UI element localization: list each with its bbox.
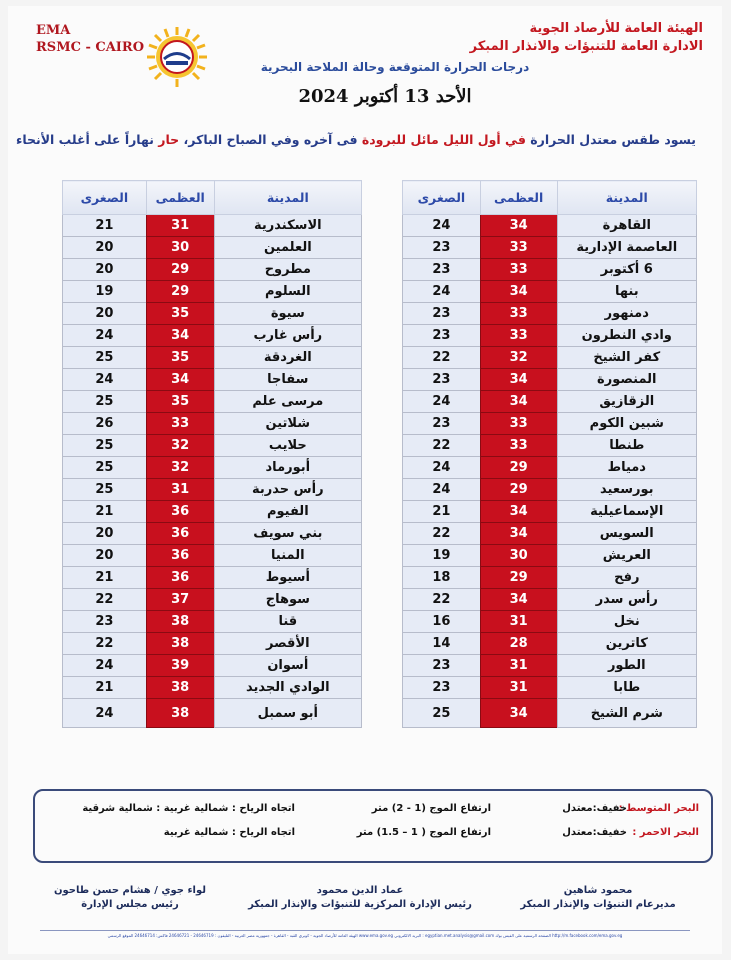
sea-state: خفيف:معتدل [562,827,627,838]
max-temp-cell: 34 [480,215,557,237]
org-line2: الادارة العامة للتنبؤات والانذار المبكر [469,39,703,54]
city-cell: رأس غارب [214,325,361,347]
city-cell: سيوة [214,303,361,325]
table-row [63,325,362,347]
max-temp-cell: 34 [480,589,557,611]
sea-wind-direction: اتجاه الرياح : شمالية غربية : شمالية شرقية [82,803,295,814]
min-temp-cell: 23 [403,369,481,391]
max-temp-cell: 34 [480,523,557,545]
temperature-table-left [62,180,362,728]
header-min: الصغرى [403,181,481,215]
page-subtitle: درجات الحرارة المتوقعة وحالة الملاحة البحرية [260,60,530,74]
min-temp-cell: 23 [403,259,481,281]
min-temp-cell: 25 [63,457,147,479]
sea-wave-height: ارتفاع الموج (1 - 2) متر [371,803,491,814]
min-temp-cell: 21 [63,501,147,523]
city-cell: حلايب [214,435,361,457]
table-row [63,281,362,303]
table-row [63,567,362,589]
max-temp-cell: 38 [146,699,214,728]
signature-central-director [240,884,480,912]
table-row [403,457,697,479]
min-temp-cell: 18 [403,567,481,589]
city-cell: بني سويف [214,523,361,545]
city-cell: طابا [557,677,696,699]
table-row [403,259,697,281]
max-temp-cell: 34 [146,369,214,391]
min-temp-cell: 23 [63,611,147,633]
max-temp-cell: 31 [480,655,557,677]
ema-logo-icon [146,26,208,88]
max-temp-cell: 35 [146,391,214,413]
table-row [63,457,362,479]
table-row [403,589,697,611]
max-temp-cell: 33 [480,259,557,281]
table-row [403,655,697,677]
table-row [403,699,697,728]
header-max: العظمى [146,181,214,215]
city-cell: بنها [557,281,696,303]
city-cell: الفيوم [214,501,361,523]
signature-name: لواء جوي / هشام حسن طاحون [53,885,207,896]
city-cell: الاسكندرية [214,215,361,237]
min-temp-cell: 25 [63,347,147,369]
signature-chairman [30,884,230,912]
min-temp-cell: 22 [63,633,147,655]
city-cell: السلوم [214,281,361,303]
min-temp-cell: 16 [403,611,481,633]
min-temp-cell: 24 [63,369,147,391]
max-temp-cell: 32 [146,435,214,457]
city-cell: سوهاج [214,589,361,611]
table-row [63,347,362,369]
city-cell: أبورماد [214,457,361,479]
sea-name: البحر المتوسط : [618,803,699,814]
max-temp-cell: 33 [480,303,557,325]
min-temp-cell: 24 [403,457,481,479]
table-row [63,501,362,523]
table-row [63,391,362,413]
table-row [63,655,362,677]
table-row [63,369,362,391]
table-header-row [63,181,362,215]
max-temp-cell: 29 [480,567,557,589]
min-temp-cell: 23 [403,677,481,699]
min-temp-cell: 23 [403,237,481,259]
weather-summary [15,132,696,147]
table-row [63,479,362,501]
max-temp-cell: 38 [146,677,214,699]
signature-name: عماد الدين محمود [316,885,404,896]
city-cell: شبين الكوم [557,413,696,435]
min-temp-cell: 20 [63,259,147,281]
min-temp-cell: 24 [63,325,147,347]
max-temp-cell: 34 [480,699,557,728]
city-cell: العاصمة الإدارية [557,237,696,259]
city-cell: القاهرة [557,215,696,237]
max-temp-cell: 34 [480,501,557,523]
city-cell: الأقصر [214,633,361,655]
table-row [63,633,362,655]
table-row [63,215,362,237]
table-row [63,589,362,611]
city-cell: الزقازيق [557,391,696,413]
max-temp-cell: 31 [480,611,557,633]
city-cell: كفر الشيخ [557,347,696,369]
city-cell: دمنهور [557,303,696,325]
max-temp-cell: 29 [480,479,557,501]
table-row [63,413,362,435]
table-row [403,479,697,501]
table-row [403,413,697,435]
table-row [403,347,697,369]
city-cell: العريش [557,545,696,567]
city-cell: سفاجا [214,369,361,391]
city-cell: أسوان [214,655,361,677]
city-cell: رأس حدربة [214,479,361,501]
table-row [63,303,362,325]
header-city: المدينة [557,181,696,215]
table-row [403,391,697,413]
max-temp-cell: 34 [480,369,557,391]
max-temp-cell: 32 [146,457,214,479]
max-temp-cell: 30 [146,237,214,259]
max-temp-cell: 36 [146,545,214,567]
max-temp-cell: 31 [480,677,557,699]
city-cell: الوادي الجديد [214,677,361,699]
min-temp-cell: 22 [403,589,481,611]
max-temp-cell: 39 [146,655,214,677]
sea-row-mediterranean [35,803,711,819]
city-cell: رفح [557,567,696,589]
sea-row-red-sea [35,827,711,843]
table-row [403,369,697,391]
ema-label [36,22,144,56]
min-temp-cell: 23 [403,325,481,347]
summary-part5: نهاراً على أغلب الأنحاء [15,132,159,147]
max-temp-cell: 36 [146,523,214,545]
city-cell: الإسماعيلية [557,501,696,523]
min-temp-cell: 24 [63,655,147,677]
min-temp-cell: 25 [63,391,147,413]
max-temp-cell: 35 [146,303,214,325]
signature-title: رئيس الإدارة المركزية للتنبؤات والإنذار المبكر [248,899,472,910]
min-temp-cell: 23 [403,413,481,435]
table-row [63,523,362,545]
min-temp-cell: 22 [403,347,481,369]
min-temp-cell: 22 [403,523,481,545]
city-cell: مرسى علم [214,391,361,413]
city-cell: قنا [214,611,361,633]
sea-name: البحر الاحمر : [632,827,699,838]
header-max: العظمى [480,181,557,215]
max-temp-cell: 30 [480,545,557,567]
max-temp-cell: 31 [146,215,214,237]
max-temp-cell: 33 [480,435,557,457]
header-city: المدينة [214,181,361,215]
city-cell: أسيوط [214,567,361,589]
signature-title: رئيس مجلس الإدارة [81,899,179,910]
table-row [403,567,697,589]
city-cell: نخل [557,611,696,633]
max-temp-cell: 33 [480,237,557,259]
org-line1: الهيئة العامة للأرصاد الجوية [529,21,703,36]
city-cell: السويس [557,523,696,545]
table-row [63,611,362,633]
table-row [63,677,362,699]
sea-wind-direction: اتجاه الرياح : شمالية غربية [163,827,295,838]
summary-part1: يسود طقس معتدل الحرارة [525,132,696,147]
forecast-date: الأحد 13 أكتوبر 2024 [298,86,472,107]
city-cell: طنطا [557,435,696,457]
min-temp-cell: 24 [403,215,481,237]
min-temp-cell: 21 [63,215,147,237]
signature-title: مديرعام التنبؤات والإنذار المبكر [520,899,676,910]
max-temp-cell: 33 [146,413,214,435]
table-row [403,611,697,633]
city-cell: المنصورة [557,369,696,391]
min-temp-cell: 24 [63,699,147,728]
header-min: الصغرى [63,181,147,215]
contact-footer: الهيئة العامة للأرصاد الجوية - كوبري القبة - القاهرة - جمهورية مصر العربية - التليفون : 24646719 - 24646721 فاكس: 24646714 الموقع الرسمي www.ema.gov.eg البريد الالكتروني : egyptian.met.analysis@gmail.com الصفحة الرسمية على الفيس بوك http://m.facebook.com/ema.gov.eg [40,930,690,939]
table-header-row [403,181,697,215]
organization-name [470,20,703,56]
max-temp-cell: 36 [146,567,214,589]
table-row [63,545,362,567]
sea-state: خفيف:معتدل [562,803,627,814]
city-cell: مطروح [214,259,361,281]
min-temp-cell: 24 [403,281,481,303]
table-row [403,303,697,325]
marine-conditions-box [33,789,713,863]
min-temp-cell: 22 [403,435,481,457]
city-cell: شلاتين [214,413,361,435]
max-temp-cell: 31 [146,479,214,501]
summary-part4: حار [158,132,180,147]
city-cell: أبو سمبل [214,699,361,728]
table-row [403,435,697,457]
table-row [63,237,362,259]
city-cell: وادي النطرون [557,325,696,347]
city-cell: كاترين [557,633,696,655]
table-row [403,215,697,237]
table-row [403,633,697,655]
min-temp-cell: 14 [403,633,481,655]
table-row [403,677,697,699]
table-row [63,435,362,457]
min-temp-cell: 22 [63,589,147,611]
min-temp-cell: 25 [63,479,147,501]
max-temp-cell: 37 [146,589,214,611]
min-temp-cell: 21 [63,567,147,589]
table-row [403,281,697,303]
table-row [403,237,697,259]
max-temp-cell: 32 [480,347,557,369]
max-temp-cell: 35 [146,347,214,369]
city-cell: رأس سدر [557,589,696,611]
table-row [403,325,697,347]
table-row [403,545,697,567]
min-temp-cell: 24 [403,391,481,413]
min-temp-cell: 21 [63,677,147,699]
min-temp-cell: 20 [63,523,147,545]
min-temp-cell: 23 [403,655,481,677]
table-row [403,501,697,523]
min-temp-cell: 19 [63,281,147,303]
min-temp-cell: 23 [403,303,481,325]
max-temp-cell: 36 [146,501,214,523]
max-temp-cell: 29 [480,457,557,479]
table-row [403,523,697,545]
min-temp-cell: 26 [63,413,147,435]
min-temp-cell: 24 [403,479,481,501]
sea-wave-height: ارتفاع الموج ( 1 – 1.5) متر [356,827,491,838]
signature-forecast-director [488,884,708,912]
ema-line2: RSMC - CAIRO [36,40,145,55]
max-temp-cell: 38 [146,611,214,633]
city-cell: المنيا [214,545,361,567]
temperature-table-right [402,180,697,728]
max-temp-cell: 29 [146,259,214,281]
min-temp-cell: 20 [63,545,147,567]
min-temp-cell: 20 [63,303,147,325]
max-temp-cell: 38 [146,633,214,655]
min-temp-cell: 21 [403,501,481,523]
table-row [63,699,362,728]
min-temp-cell: 19 [403,545,481,567]
table-row [63,259,362,281]
max-temp-cell: 33 [480,325,557,347]
max-temp-cell: 33 [480,413,557,435]
summary-part3: فى آخره وفي الصباح الباكر، [179,132,362,147]
city-cell: دمياط [557,457,696,479]
signature-name: محمود شاهين [563,885,633,896]
min-temp-cell: 25 [63,435,147,457]
max-temp-cell: 34 [146,325,214,347]
summary-part2: في أول الليل مائل للبرودة [361,132,526,147]
city-cell: بورسعيد [557,479,696,501]
max-temp-cell: 28 [480,633,557,655]
city-cell: الغردقة [214,347,361,369]
ema-line1: EMA [36,23,71,38]
city-cell: شرم الشيخ [557,699,696,728]
city-cell: العلمين [214,237,361,259]
city-cell: الطور [557,655,696,677]
city-cell: 6 أكتوبر [557,259,696,281]
max-temp-cell: 34 [480,281,557,303]
min-temp-cell: 20 [63,237,147,259]
max-temp-cell: 34 [480,391,557,413]
min-temp-cell: 25 [403,699,481,728]
max-temp-cell: 29 [146,281,214,303]
